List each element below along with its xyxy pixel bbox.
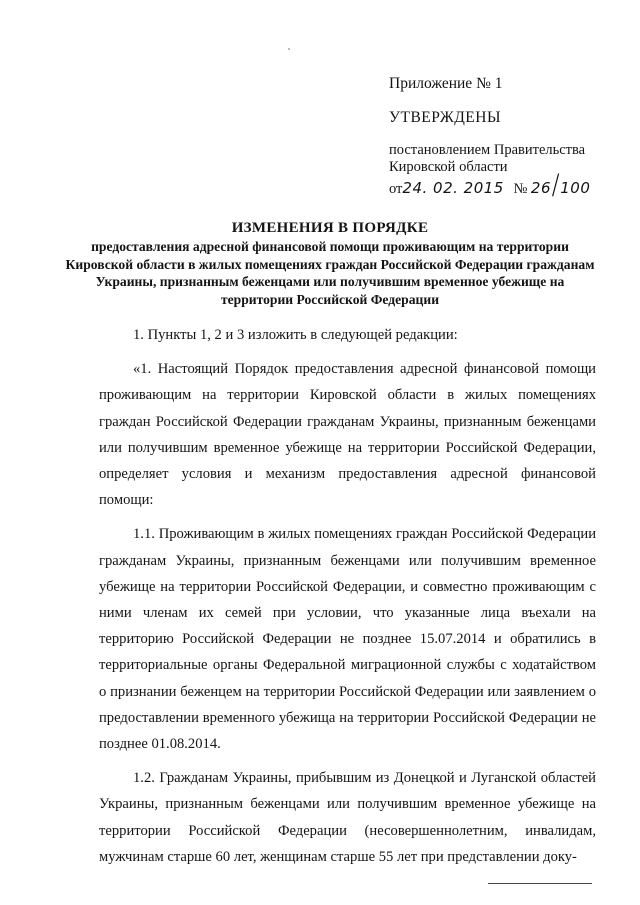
scan-speck (288, 48, 290, 50)
date-prefix: от (389, 181, 403, 197)
handwritten-date: 24. 02. 2015 (402, 179, 504, 197)
number-prefix: № (513, 181, 528, 197)
appendix-label: Приложение № 1 (389, 75, 503, 92)
decree-line-1: постановлением Правительства (389, 142, 586, 158)
decree-text (389, 142, 629, 176)
paragraph-4: 1.2. Гражданам Украины, прибывшим из Донецкой и Луганской областей Украины, признанным беженцами или получившим временное убежище на территории Российской Федерации (несовершеннолетним, инвалидам, мужчинам старше 60 лет, женщинам старше 55 лет при представлении доку- (99, 770, 596, 865)
paragraph-1: 1. Пункты 1, 2 и 3 изложить в следующей редакции: (133, 327, 458, 343)
footer-rule (488, 883, 592, 884)
handwritten-slash: / (552, 165, 560, 204)
title-subtitle: предоставления адресной финансовой помощи проживающим на территории Кировской области в жилых помещениях граждан Российской Федерации гражданам Украины, признанным беженцами или получившим временное убежище на территории Российской Федерации (65, 239, 595, 307)
approval-header (389, 74, 629, 204)
handwritten-number-a: 26 (530, 179, 552, 197)
document-body (99, 322, 596, 878)
approved-label: УТВЕРЖДЕНЫ (389, 109, 501, 126)
title-main: ИЗМЕНЕНИЯ В ПОРЯДКЕ (231, 220, 429, 236)
decree-line-2: Кировской области (389, 159, 508, 175)
paragraph-3: 1.1. Проживающим в жилых помещениях граждан Российской Федерации гражданам Украины, признанным беженцами или получившим временное убежище на территории Российской Федерации, и совместно проживающим с ними членам их семей при условии, что указанные лица въехали на территорию Российской Федерации не позднее 15.07.2014 и обратились в территориальные органы Федеральной миграционной службы с ходатайством о признании беженцем на территории Российской Федерации или заявлением о предоставлении временного убежища на территории Российской Федерации не позднее 01.08.2014. (99, 526, 596, 753)
paragraph-2: «1. Настоящий Порядок предоставления адресной финансовой помощи проживающим на территории Кировской области в жилых помещениях граждан Российской Федерации гражданам Украины, признанным беженцами или получившим временное убежище на территории Российской Федерации, определяет условия и механизм предоставления адресной финансовой помощи: (99, 361, 596, 509)
document-title (60, 218, 600, 308)
handwritten-number-b: 100 (560, 179, 591, 197)
